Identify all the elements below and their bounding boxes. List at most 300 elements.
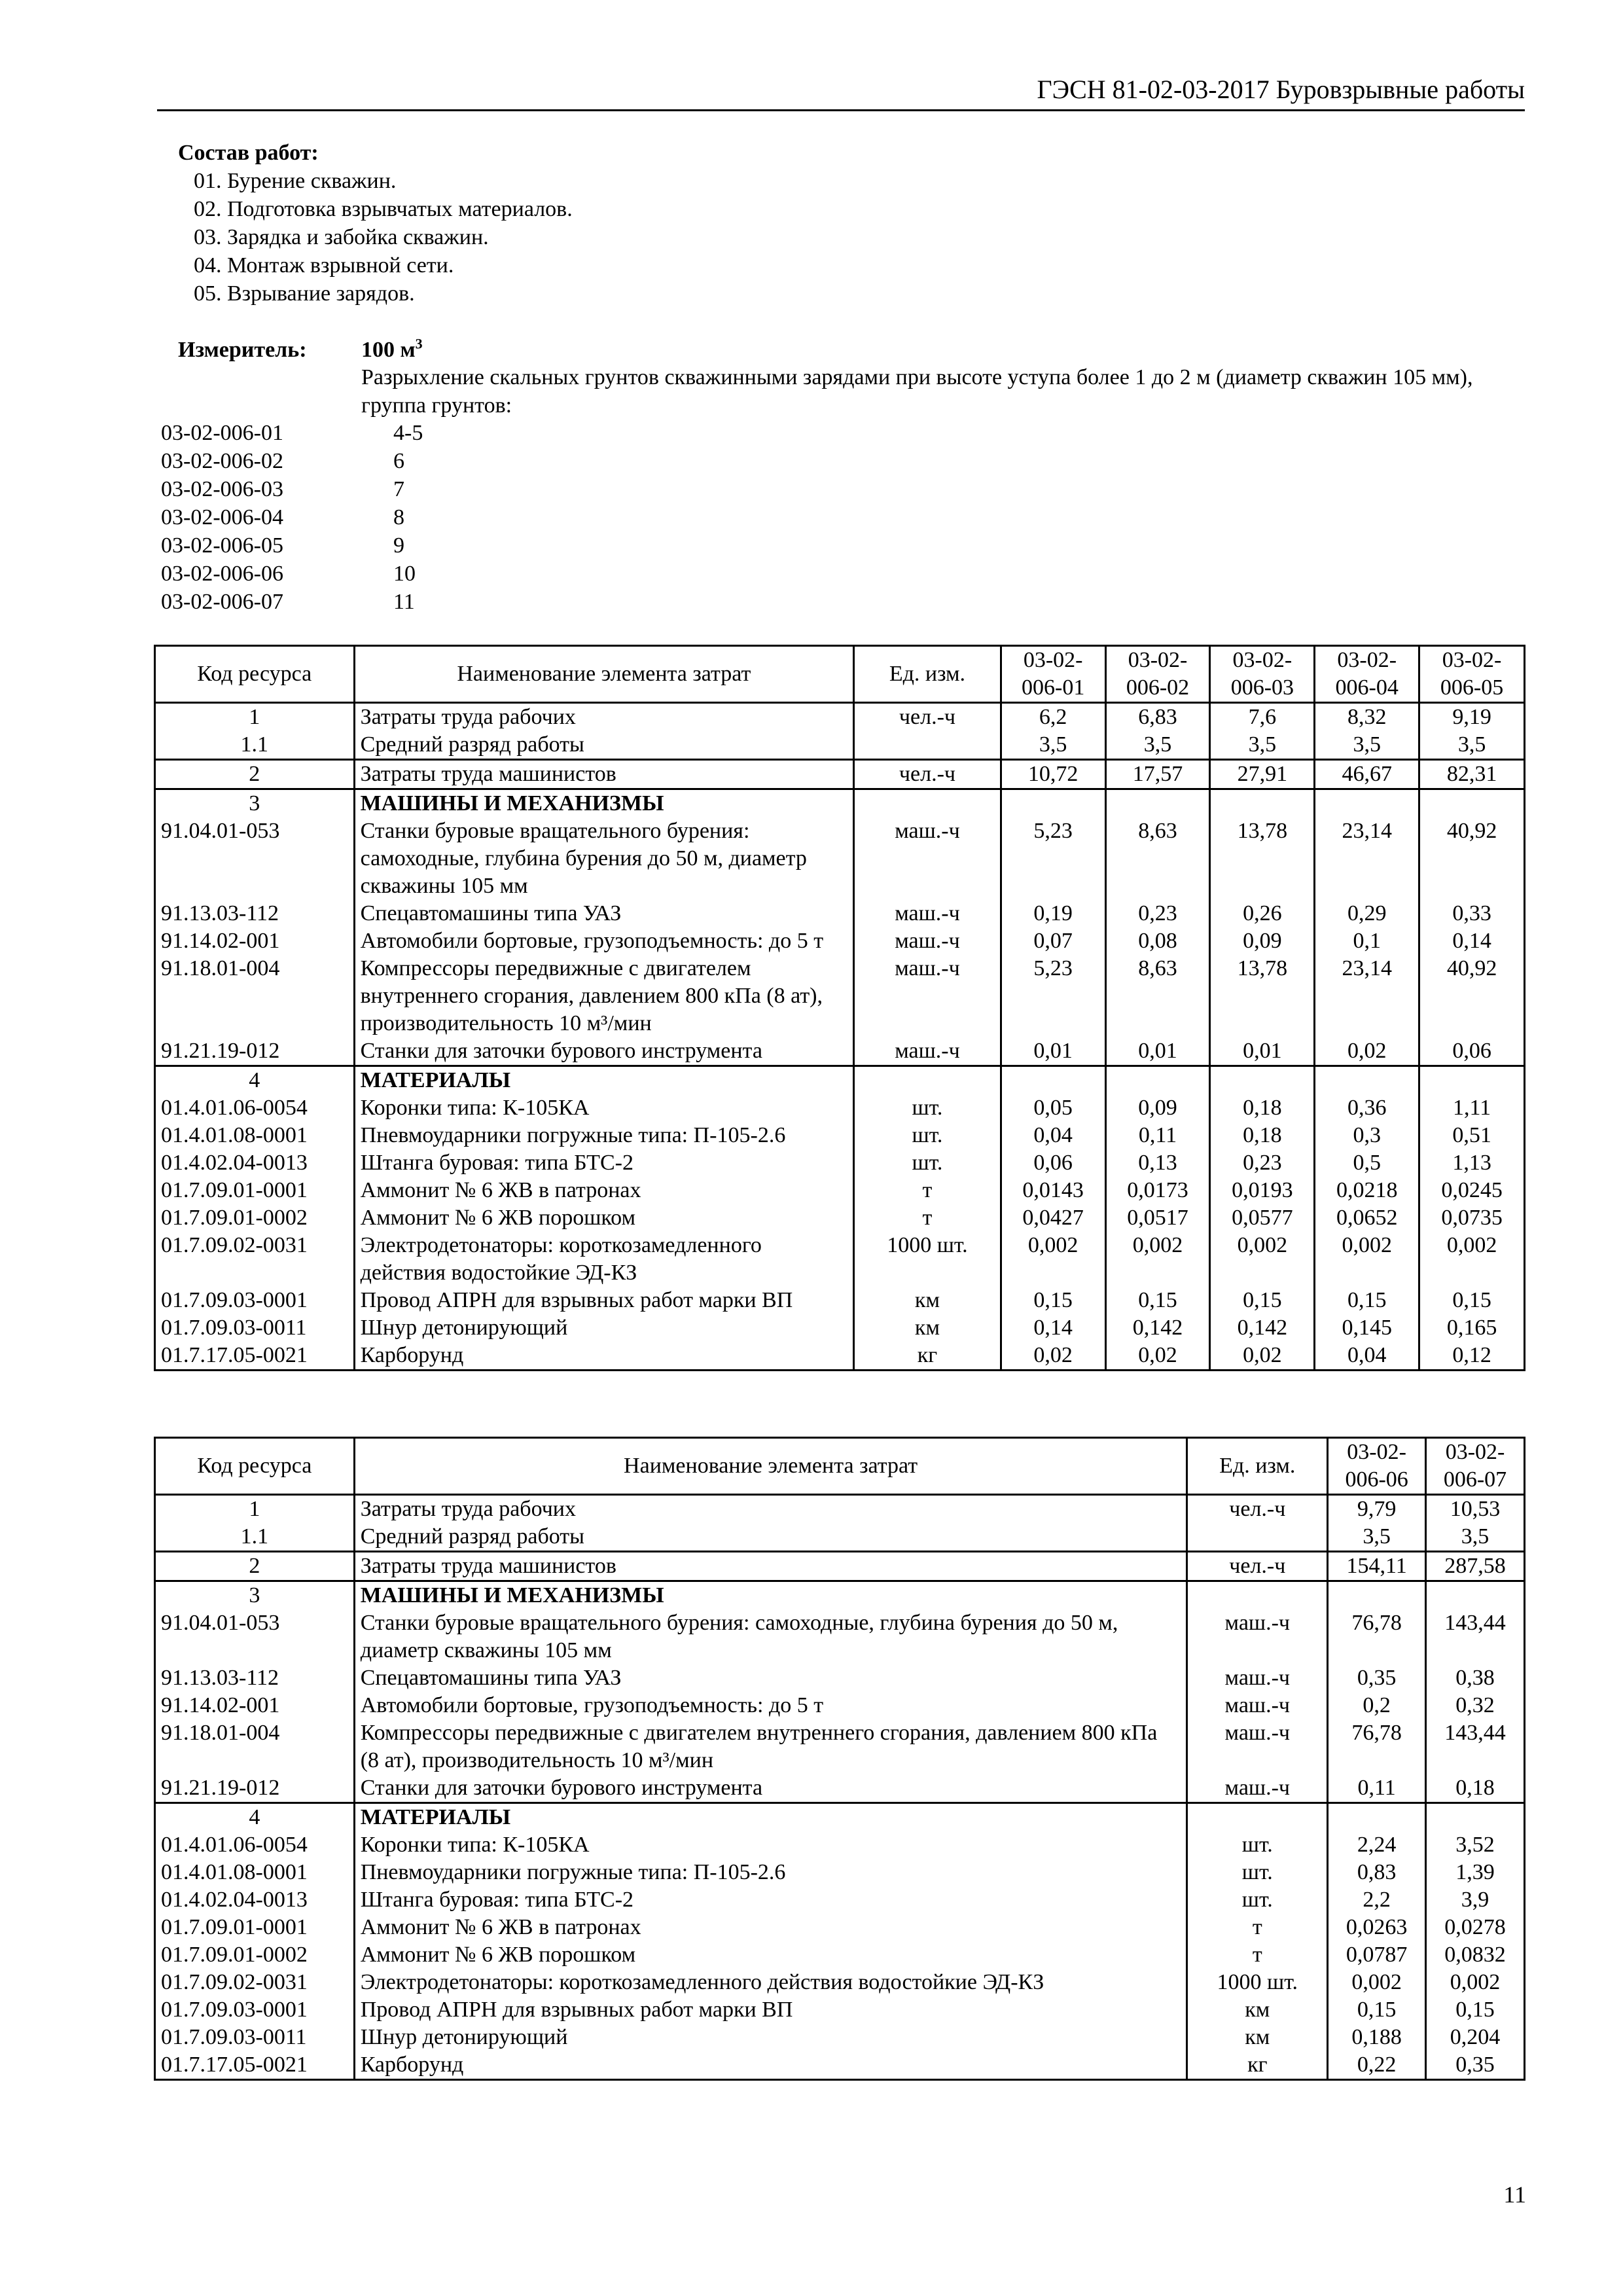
- table-header-row: [155, 646, 1525, 703]
- rate-value: 0,0193: [1210, 1177, 1315, 1204]
- unit-of-measure: маш.-ч: [854, 900, 1001, 927]
- rate-value: 0,06: [1419, 1037, 1525, 1066]
- rate-value: 0,22: [1328, 2051, 1426, 2080]
- rate-value: 0,002: [1105, 1232, 1210, 1287]
- unit-of-measure: маш.-ч: [1187, 1719, 1328, 1774]
- resource-code: 01.7.09.03-0011: [155, 2024, 355, 2051]
- rate-value: 13,78: [1210, 817, 1315, 900]
- cost-element-name: Затраты труда рабочих: [354, 1495, 1187, 1524]
- code: 03-02-006-06: [161, 562, 283, 586]
- unit-of-measure: [1187, 1581, 1328, 1610]
- table-body: [155, 1495, 1525, 2080]
- resource-code: 01.7.09.02-0031: [155, 1969, 355, 1996]
- unit-of-measure: т: [854, 1204, 1001, 1232]
- cost-element-name: Карборунд: [354, 1342, 854, 1371]
- table-row: [155, 817, 1525, 900]
- rate-value: 3,5: [1426, 1523, 1525, 1552]
- resource-code: 91.21.19-012: [155, 1037, 355, 1066]
- resource-code: 91.14.02-001: [155, 1692, 355, 1719]
- unit-of-measure: маш.-ч: [1187, 1774, 1328, 1803]
- table-row: [155, 1609, 1525, 1664]
- rate-value: 3,5: [1328, 1523, 1426, 1552]
- rate-value: [1419, 789, 1525, 818]
- composition-item: 03. Зарядка и забойка скважин.: [194, 225, 489, 249]
- unit-of-measure: кг: [1187, 2051, 1328, 2080]
- resource-code: 01.4.01.06-0054: [155, 1831, 355, 1859]
- rate-value: 0,5: [1315, 1149, 1419, 1177]
- code-row: [161, 560, 524, 588]
- cost-element-name: Штанга буровая: типа БТС-2: [354, 1886, 1187, 1914]
- rate-value: 0,12: [1419, 1342, 1525, 1371]
- code: 03-02-006-01: [161, 421, 283, 445]
- rate-value: 3,5: [1419, 731, 1525, 760]
- rate-value: 0,02: [1210, 1342, 1315, 1371]
- code: 03-02-006-07: [161, 590, 283, 614]
- rate-value: 0,04: [1315, 1342, 1419, 1371]
- rate-value: 3,9: [1426, 1886, 1525, 1914]
- rate-value: 0,18: [1426, 1774, 1525, 1803]
- rate-value: 23,14: [1315, 955, 1419, 1037]
- meter-unit-sup: 3: [415, 335, 423, 352]
- table-row: [155, 927, 1525, 955]
- resource-code: 01.7.17.05-0021: [155, 1342, 355, 1371]
- rate-value: 0,204: [1426, 2024, 1525, 2051]
- rate-value: 0,15: [1328, 1996, 1426, 2024]
- meter-unit: [361, 336, 423, 364]
- resource-code: 91.04.01-053: [155, 1609, 355, 1664]
- unit-of-measure: [854, 789, 1001, 818]
- rate-value: 5,23: [1001, 817, 1105, 900]
- table-row: [155, 1803, 1525, 1832]
- unit-of-measure: км: [1187, 2024, 1328, 2051]
- rate-value: [1419, 1066, 1525, 1095]
- rate-value: 6,2: [1001, 703, 1105, 732]
- resource-code: 01.7.09.03-0001: [155, 1996, 355, 2024]
- rate-value: 8,63: [1105, 817, 1210, 900]
- rate-value: [1105, 789, 1210, 818]
- table-row: [155, 1122, 1525, 1149]
- cost-element-name: Станки буровые вращательного бурения: самоходные, глубина бурения до 50 м, диаметр скважины 105 мм: [354, 817, 854, 900]
- rate-value: 8,32: [1315, 703, 1419, 732]
- rate-value: 40,92: [1419, 955, 1525, 1037]
- rate-value: 0,14: [1419, 927, 1525, 955]
- table-row: [155, 1037, 1525, 1066]
- table-row: [155, 1664, 1525, 1692]
- rate-value: 0,145: [1315, 1314, 1419, 1342]
- code: 03-02-006-02: [161, 449, 283, 473]
- resource-code: 91.18.01-004: [155, 1719, 355, 1774]
- table-row: [155, 1692, 1525, 1719]
- rate-value: [1001, 789, 1105, 818]
- code-row: [161, 419, 524, 447]
- rate-value: [1315, 789, 1419, 818]
- cost-element-name: Штанга буровая: типа БТС-2: [354, 1149, 854, 1177]
- rate-value: 0,002: [1328, 1969, 1426, 1996]
- rate-value: 0,2: [1328, 1692, 1426, 1719]
- resource-code: 01.7.09.03-0001: [155, 1287, 355, 1314]
- rate-value: 0,51: [1419, 1122, 1525, 1149]
- rate-value: [1426, 1581, 1525, 1610]
- rate-value: 27,91: [1210, 760, 1315, 789]
- code: 03-02-006-05: [161, 533, 283, 558]
- header-name: Наименование элемента затрат: [354, 646, 854, 703]
- table-row: [155, 1287, 1525, 1314]
- unit-of-measure: [854, 1066, 1001, 1095]
- resource-code: 01.4.01.08-0001: [155, 1122, 355, 1149]
- rate-value: 0,165: [1419, 1314, 1525, 1342]
- cost-element-name: Спецавтомашины типа УАЗ: [354, 900, 854, 927]
- composition-title: Состав работ:: [178, 141, 319, 165]
- resource-code: 01.7.09.01-0002: [155, 1204, 355, 1232]
- resource-code: 01.4.01.08-0001: [155, 1859, 355, 1886]
- resource-code: 2: [155, 760, 355, 789]
- resource-code: 01.7.09.03-0011: [155, 1314, 355, 1342]
- cost-element-name: Спецавтомашины типа УАЗ: [354, 1664, 1187, 1692]
- resource-code: 4: [155, 1803, 355, 1832]
- unit-of-measure: чел.-ч: [1187, 1495, 1328, 1524]
- rate-value: 0,02: [1315, 1037, 1419, 1066]
- rate-value: 0,11: [1328, 1774, 1426, 1803]
- resource-code: 01.7.17.05-0021: [155, 2051, 355, 2080]
- cost-element-name: Затраты труда рабочих: [354, 703, 854, 732]
- rate-value: 76,78: [1328, 1609, 1426, 1664]
- rate-value: 0,38: [1426, 1664, 1525, 1692]
- cost-element-name: Станки для заточки бурового инструмента: [354, 1774, 1187, 1803]
- table-body: [155, 703, 1525, 1371]
- unit-of-measure: маш.-ч: [854, 1037, 1001, 1066]
- rate-value: 3,5: [1105, 731, 1210, 760]
- unit-of-measure: т: [1187, 1914, 1328, 1941]
- table-row: [155, 1204, 1525, 1232]
- code-row: [161, 475, 524, 503]
- resource-code: 91.04.01-053: [155, 817, 355, 900]
- table-row: [155, 900, 1525, 927]
- cost-element-name: МАШИНЫ И МЕХАНИЗМЫ: [354, 789, 854, 818]
- code: 03-02-006-04: [161, 505, 283, 529]
- cost-element-name: Электродетонаторы: короткозамедленного действия водостойкие ЭД-КЗ: [354, 1969, 1187, 1996]
- cost-element-name: Станки для заточки бурового инструмента: [354, 1037, 854, 1066]
- rate-value: 0,15: [1419, 1287, 1525, 1314]
- resource-code: 01.4.02.04-0013: [155, 1886, 355, 1914]
- rate-value: 23,14: [1315, 817, 1419, 900]
- cost-element-name: Провод АПРН для взрывных работ марки ВП: [354, 1287, 854, 1314]
- unit-of-measure: маш.-ч: [1187, 1609, 1328, 1664]
- unit-of-measure: шт.: [854, 1122, 1001, 1149]
- resource-code: 91.21.19-012: [155, 1774, 355, 1803]
- rate-value: 0,142: [1105, 1314, 1210, 1342]
- table-row: [155, 1969, 1525, 1996]
- rate-value: 0,01: [1001, 1037, 1105, 1066]
- rate-value: 46,67: [1315, 760, 1419, 789]
- table-row: [155, 1523, 1525, 1552]
- resource-code: 1: [155, 1495, 355, 1524]
- resource-table-1: [154, 645, 1525, 1371]
- rate-value: 0,23: [1105, 900, 1210, 927]
- rate-value: 5,23: [1001, 955, 1105, 1037]
- table-row: [155, 1886, 1525, 1914]
- rate-value: 40,92: [1419, 817, 1525, 900]
- cost-element-name: Средний разряд работы: [354, 731, 854, 760]
- cost-element-name: Затраты труда машинистов: [354, 1552, 1187, 1581]
- rate-value: 3,5: [1001, 731, 1105, 760]
- header-unit: Ед. изм.: [1187, 1438, 1328, 1495]
- table-row: [155, 731, 1525, 760]
- unit-of-measure: маш.-ч: [1187, 1692, 1328, 1719]
- header-rate-code: 03-02- 006-02: [1105, 646, 1210, 703]
- cost-element-name: Карборунд: [354, 2051, 1187, 2080]
- resource-code: 91.18.01-004: [155, 955, 355, 1037]
- rate-value: 76,78: [1328, 1719, 1426, 1774]
- table-row: [155, 2024, 1525, 2051]
- rate-value: 0,06: [1001, 1149, 1105, 1177]
- soil-group: 4-5: [393, 421, 423, 445]
- cost-element-name: Средний разряд работы: [354, 1523, 1187, 1552]
- rate-value: 0,1: [1315, 927, 1419, 955]
- resource-code: 91.14.02-001: [155, 927, 355, 955]
- table-row: [155, 1149, 1525, 1177]
- rate-value: 0,13: [1105, 1149, 1210, 1177]
- resource-code: 01.4.02.04-0013: [155, 1149, 355, 1177]
- rate-value: 0,188: [1328, 2024, 1426, 2051]
- rate-value: [1315, 1066, 1419, 1095]
- resource-code: 1: [155, 703, 355, 732]
- header-code: Код ресурса: [155, 646, 355, 703]
- cost-element-name: Аммонит № 6 ЖВ порошком: [354, 1941, 1187, 1969]
- rate-value: 0,19: [1001, 900, 1105, 927]
- table-row: [155, 1342, 1525, 1371]
- cost-element-name: Аммонит № 6 ЖВ порошком: [354, 1204, 854, 1232]
- unit-of-measure: шт.: [1187, 1886, 1328, 1914]
- resource-code: 01.7.09.01-0001: [155, 1177, 355, 1204]
- unit-of-measure: [1187, 1523, 1328, 1552]
- rate-value: 0,08: [1105, 927, 1210, 955]
- rate-value: 0,29: [1315, 900, 1419, 927]
- cost-element-name: МАШИНЫ И МЕХАНИЗМЫ: [354, 1581, 1187, 1610]
- rate-value: 6,83: [1105, 703, 1210, 732]
- rate-value: 2,2: [1328, 1886, 1426, 1914]
- cost-element-name: Пневмоударники погружные типа: П-105-2.6: [354, 1859, 1187, 1886]
- composition-item: 04. Монтаж взрывной сети.: [194, 253, 454, 278]
- unit-of-measure: маш.-ч: [1187, 1664, 1328, 1692]
- cost-element-name: Компрессоры передвижные с двигателем внутреннего сгорания, давлением 800 кПа (8 ат), производительность 10 м³/мин: [354, 955, 854, 1037]
- header-rate-code: 03-02- 006-05: [1419, 646, 1525, 703]
- resource-code: 3: [155, 789, 355, 818]
- rate-value: 9,19: [1419, 703, 1525, 732]
- rate-value: 0,09: [1210, 927, 1315, 955]
- rate-value: 3,52: [1426, 1831, 1525, 1859]
- table-row: [155, 1914, 1525, 1941]
- rate-value: 0,0652: [1315, 1204, 1419, 1232]
- resource-code: 1.1: [155, 1523, 355, 1552]
- soil-group: 11: [393, 590, 415, 614]
- table-row: [155, 1495, 1525, 1524]
- rate-value: 0,0278: [1426, 1914, 1525, 1941]
- table-row: [155, 789, 1525, 818]
- unit-of-measure: [854, 731, 1001, 760]
- rate-value: 8,63: [1105, 955, 1210, 1037]
- rate-value: 0,04: [1001, 1122, 1105, 1149]
- rate-value: 2,24: [1328, 1831, 1426, 1859]
- header-rate-code: 03-02- 006-04: [1315, 646, 1419, 703]
- cost-element-name: Провод АПРН для взрывных работ марки ВП: [354, 1996, 1187, 2024]
- rate-value: 0,002: [1210, 1232, 1315, 1287]
- soil-group: 9: [393, 533, 404, 558]
- rate-value: 0,36: [1315, 1094, 1419, 1122]
- cost-element-name: Автомобили бортовые, грузоподъемность: до 5 т: [354, 927, 854, 955]
- rate-value: 0,0218: [1315, 1177, 1419, 1204]
- resource-code: 01.7.09.01-0002: [155, 1941, 355, 1969]
- unit-of-measure: 1000 шт.: [1187, 1969, 1328, 1996]
- table-row: [155, 1094, 1525, 1122]
- rate-value: 0,0427: [1001, 1204, 1105, 1232]
- table-row: [155, 1719, 1525, 1774]
- rate-value: 0,07: [1001, 927, 1105, 955]
- code: 03-02-006-03: [161, 477, 283, 501]
- rate-value: 10,53: [1426, 1495, 1525, 1524]
- cost-element-name: Компрессоры передвижные с двигателем внутреннего сгорания, давлением 800 кПа (8 ат), производительность 10 м³/мин: [354, 1719, 1187, 1774]
- resource-code: 01.7.09.01-0001: [155, 1914, 355, 1941]
- cost-element-name: Аммонит № 6 ЖВ в патронах: [354, 1914, 1187, 1941]
- rate-value: 3,5: [1210, 731, 1315, 760]
- rate-value: [1001, 1066, 1105, 1095]
- header-rate-code: 03-02- 006-06: [1328, 1438, 1426, 1495]
- code-row: [161, 503, 524, 531]
- cost-element-name: Пневмоударники погружные типа: П-105-2.6: [354, 1122, 854, 1149]
- unit-of-measure: км: [1187, 1996, 1328, 2024]
- cost-element-name: Аммонит № 6 ЖВ в патронах: [354, 1177, 854, 1204]
- rate-value: 143,44: [1426, 1719, 1525, 1774]
- rate-value: 0,0263: [1328, 1914, 1426, 1941]
- rate-value: 0,15: [1315, 1287, 1419, 1314]
- code-row: [161, 531, 524, 560]
- rate-value: 0,09: [1105, 1094, 1210, 1122]
- rate-value: 0,02: [1001, 1342, 1105, 1371]
- rate-value: 0,142: [1210, 1314, 1315, 1342]
- rate-value: 287,58: [1426, 1552, 1525, 1581]
- unit-of-measure: км: [854, 1287, 1001, 1314]
- resource-table-2: [154, 1437, 1525, 2081]
- rate-value: 0,11: [1105, 1122, 1210, 1149]
- rate-value: 0,0735: [1419, 1204, 1525, 1232]
- rate-value: 13,78: [1210, 955, 1315, 1037]
- resource-code: 3: [155, 1581, 355, 1610]
- header-rate-code: 03-02- 006-07: [1426, 1438, 1525, 1495]
- table-header-row: [155, 1438, 1525, 1495]
- rate-value: [1105, 1066, 1210, 1095]
- code-row: [161, 447, 524, 475]
- rate-value: 0,35: [1328, 1664, 1426, 1692]
- rate-value: 3,5: [1315, 731, 1419, 760]
- unit-of-measure: т: [1187, 1941, 1328, 1969]
- rate-value: 0,18: [1210, 1122, 1315, 1149]
- unit-of-measure: шт.: [854, 1094, 1001, 1122]
- rate-value: 0,23: [1210, 1149, 1315, 1177]
- rate-value: 0,002: [1426, 1969, 1525, 1996]
- table-row: [155, 760, 1525, 789]
- rate-value: 0,0577: [1210, 1204, 1315, 1232]
- rate-value: 0,35: [1426, 2051, 1525, 2080]
- cost-element-name: Коронки типа: К-105КА: [354, 1094, 854, 1122]
- unit-of-measure: 1000 шт.: [854, 1232, 1001, 1287]
- cost-element-name: МАТЕРИАЛЫ: [354, 1066, 854, 1095]
- rate-value: 154,11: [1328, 1552, 1426, 1581]
- table-row: [155, 2051, 1525, 2080]
- rate-value: 0,3: [1315, 1122, 1419, 1149]
- resource-code: 1.1: [155, 731, 355, 760]
- cost-element-name: Электродетонаторы: короткозамедленного действия водостойкие ЭД-КЗ: [354, 1232, 854, 1287]
- cost-element-name: Затраты труда машинистов: [354, 760, 854, 789]
- table-row: [155, 1314, 1525, 1342]
- table-row: [155, 1552, 1525, 1581]
- unit-of-measure: шт.: [1187, 1831, 1328, 1859]
- resource-code: 01.4.01.06-0054: [155, 1094, 355, 1122]
- table-row: [155, 955, 1525, 1037]
- unit-of-measure: шт.: [1187, 1859, 1328, 1886]
- meter-label: Измеритель:: [178, 338, 307, 362]
- rate-value: 17,57: [1105, 760, 1210, 789]
- table-row: [155, 1941, 1525, 1969]
- rate-value: [1210, 1066, 1315, 1095]
- cost-element-name: Шнур детонирующий: [354, 1314, 854, 1342]
- rate-value: 0,0832: [1426, 1941, 1525, 1969]
- table-row: [155, 1831, 1525, 1859]
- table-row: [155, 703, 1525, 732]
- rate-value: 0,18: [1210, 1094, 1315, 1122]
- table-row: [155, 1177, 1525, 1204]
- soil-group: 8: [393, 505, 404, 529]
- rate-value: 0,0517: [1105, 1204, 1210, 1232]
- rate-value: 0,33: [1419, 900, 1525, 927]
- rate-value: 0,01: [1105, 1037, 1210, 1066]
- work-composition: [178, 139, 573, 308]
- rate-value: 0,02: [1105, 1342, 1210, 1371]
- rate-value: 1,11: [1419, 1094, 1525, 1122]
- header-name: Наименование элемента затрат: [354, 1438, 1187, 1495]
- rate-value: 0,0787: [1328, 1941, 1426, 1969]
- rate-value: 0,0245: [1419, 1177, 1525, 1204]
- unit-of-measure: маш.-ч: [854, 817, 1001, 900]
- rate-value: [1426, 1803, 1525, 1832]
- header-rate-code: 03-02- 006-03: [1210, 646, 1315, 703]
- rate-value: 0,002: [1419, 1232, 1525, 1287]
- rate-value: 9,79: [1328, 1495, 1426, 1524]
- unit-of-measure: т: [854, 1177, 1001, 1204]
- rate-value: 0,83: [1328, 1859, 1426, 1886]
- resource-code: 01.7.09.02-0031: [155, 1232, 355, 1287]
- rate-value: 0,26: [1210, 900, 1315, 927]
- unit-of-measure: шт.: [854, 1149, 1001, 1177]
- cost-element-name: Шнур детонирующий: [354, 2024, 1187, 2051]
- composition-item: 02. Подготовка взрывчатых материалов.: [194, 197, 573, 221]
- rate-value: 0,0173: [1105, 1177, 1210, 1204]
- header-code: Код ресурса: [155, 1438, 355, 1495]
- soil-group: 6: [393, 449, 404, 473]
- resource-code: 91.13.03-112: [155, 900, 355, 927]
- soil-group: 10: [393, 562, 416, 586]
- rate-value: 0,14: [1001, 1314, 1105, 1342]
- unit-of-measure: чел.-ч: [854, 703, 1001, 732]
- rate-value: 0,0143: [1001, 1177, 1105, 1204]
- rate-value: 0,32: [1426, 1692, 1525, 1719]
- unit-of-measure: кг: [854, 1342, 1001, 1371]
- rate-value: 1,39: [1426, 1859, 1525, 1886]
- code-list: [161, 419, 524, 616]
- header-unit: Ед. изм.: [854, 646, 1001, 703]
- rate-value: 0,01: [1210, 1037, 1315, 1066]
- table-row: [155, 1859, 1525, 1886]
- composition-item: 01. Бурение скважин.: [194, 169, 397, 193]
- meter-description: Разрыхление скальных грунтов скважинными зарядами при высоте уступа более 1 до 2 м (диаметр скважин 105 мм), группа грунтов:: [361, 365, 1473, 418]
